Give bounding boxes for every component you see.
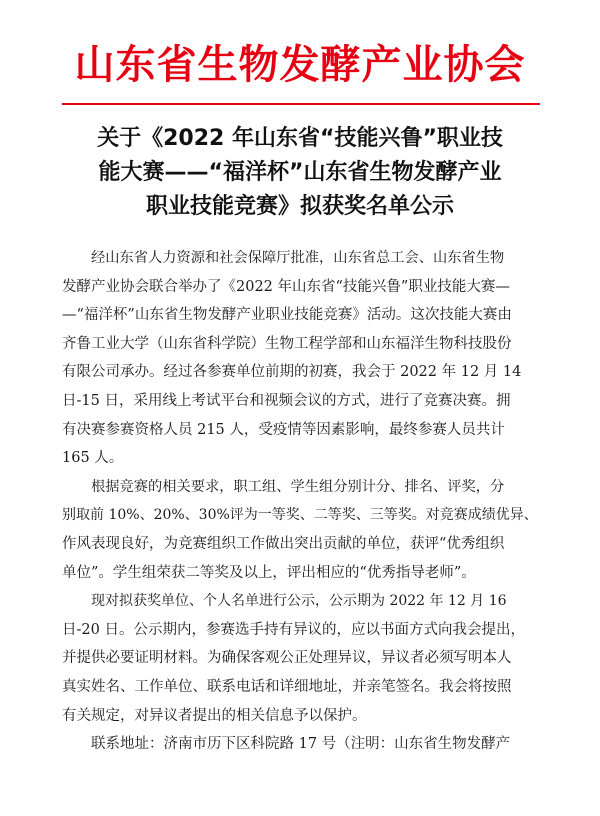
text-line: 别取前 10%、20%、30%评为一等奖、二等奖、三等奖。对竞赛成绩优异、 xyxy=(62,507,538,524)
text-line: 有决赛参赛资格人员 215 人，受疫情等因素影响，最终参赛人员共计 xyxy=(62,421,505,438)
letterhead-divider xyxy=(62,103,540,105)
text-line: 并提供必要证明材料。为确保客观公正处理异议，异议者必须写明本人 xyxy=(62,650,512,667)
text-line: 齐鲁工业大学（山东省科学院）生物工程学部和山东福洋生物科技股份 xyxy=(62,335,512,352)
text-line: 日-15 日，采用线上考试平台和视频会议的方式，进行了竞赛决赛。拥 xyxy=(62,392,511,409)
text-line: 现对拟获奖单位、个人名单进行公示，公示期为 2022 年 12 月 16 xyxy=(91,593,507,610)
text-line: 165 人。 xyxy=(62,450,124,467)
text-line: 单位”。学生组荣获二等奖及以上，评出相应的“优秀指导老师”。 xyxy=(62,564,476,581)
org-letterhead: 山东省生物发酵产业协会 xyxy=(74,42,526,88)
document-title xyxy=(60,122,540,224)
text-line: 真实姓名、工作单位、联系电话和详细地址，并亲笔签名。我会将按照 xyxy=(62,678,512,695)
text-line: 经山东省人力资源和社会保障厅批准，山东省总工会、山东省生物 xyxy=(91,250,505,266)
paragraph xyxy=(62,244,540,473)
paragraph xyxy=(62,730,540,759)
text-line: 根据竞赛的相关要求，职工组、学生组分别计分、排名、评奖，分 xyxy=(91,478,505,495)
text-line: 有关规定，对异议者提出的相关信息予以保护。 xyxy=(62,707,367,724)
document-body xyxy=(62,244,540,759)
text-line: 联系地址：济南市历下区科院路 17 号（注明：山东省生物发酵产 xyxy=(91,736,511,753)
text-line: 日-20 日。公示期内，参赛选手持有异议的，应以书面方式向我会提出， xyxy=(62,621,525,638)
text-line: 有限公司承办。经过各参赛单位前期的初赛，我会于 2022 年 12 月 14 xyxy=(62,364,522,381)
text-line: 作风表现良好，为竞赛组织工作做出突出贡献的单位，获评“优秀组织 xyxy=(62,535,505,552)
text-line: 发酵产业协会联合举办了《2022 年山东省“技能兴鲁”职业技能大赛— xyxy=(62,278,510,295)
paragraph xyxy=(62,587,540,730)
text-line: —“福洋杯”山东省生物发酵产业职业技能竞赛》活动。这次技能大赛由 xyxy=(62,307,512,324)
title-line: 职业技能竞赛》拟获奖名单公示 xyxy=(145,194,454,219)
paragraph xyxy=(62,473,540,587)
title-line: 能大赛——“福洋杯”山东省生物发酵产业 xyxy=(98,160,502,185)
title-line: 关于《2022 年山东省“技能兴鲁”职业技 xyxy=(97,126,503,151)
